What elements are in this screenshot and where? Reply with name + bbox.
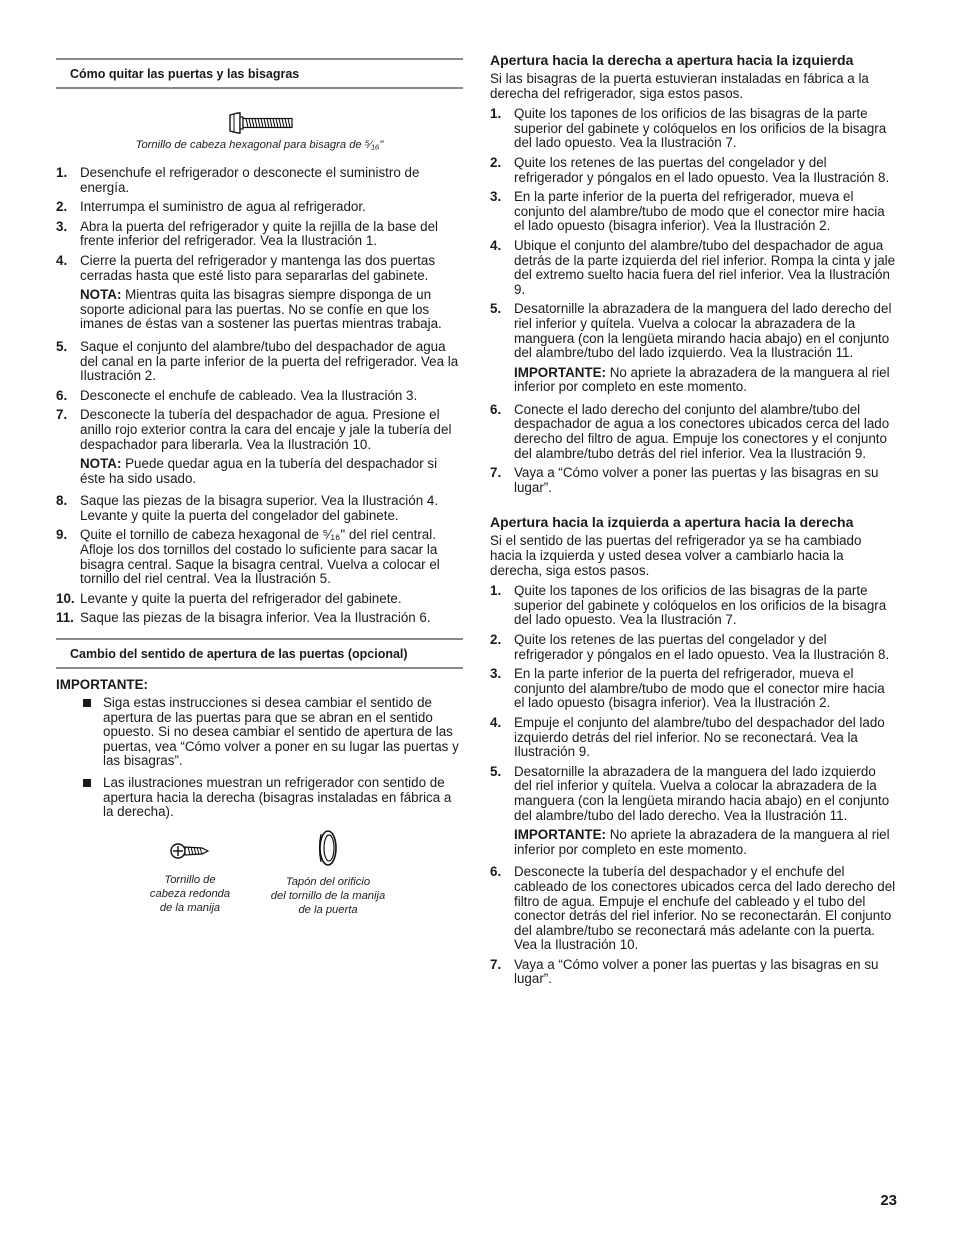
list-item: 1. Quite los tapones de los orificios de las bisagras de la parte superior del gabinete y colóquelos en los orificios de la bisagra del lado opuesto. Vea la Ilustración 7. [490,106,887,151]
hex-bolt-illustration [56,111,463,135]
list-item: 5. Desatornille la abrazadera de la manguera del lado derecho del riel inferior y quítela. Vuelva a colocar la abrazadera de la manguera (con la lengüeta mirando hacia abajo) en el conjunto del alambre/tubo del lado izquierdo. Vea la Ilustración 11. IMPORTANTE: No apriete la abrazadera de la manguera al riel inferior por completo en este momento. [490,302,896,395]
note: IMPORTANTE: No apriete la abrazadera de la manguera al riel inferior por completo en este momento. [514,827,890,857]
list-item: 4. Cierre la puerta del refrigerador y mantenga las dos puertas cerradas hasta que esté listo para separarlas del gabinete. NOTA: Mientras quita las bisagras siempre disponga de un soporte adicional para las puertas. No se confíe en que los imanes de éstas van a sostener las puertas mientras trabaja. [56,254,463,332]
important-bullets [56,696,463,820]
hole-plug-caption: Tapón del orificio del tornillo de la manija de la puerta [270,875,386,916]
list-item: 11. Saque las piezas de la bisagra inferior. Vea la Ilustración 6. [56,610,431,626]
note: IMPORTANTE: No apriete la abrazadera de la manguera al riel inferior por completo en este momento. [514,364,890,395]
list-item: 6. Desconecte el enchufe de cableado. Vea la Ilustración 3. [56,387,418,403]
list-item: 7. Vaya a “Cómo volver a poner las puertas y las bisagras en su lugar”. [490,956,879,987]
list-item: 6. Conecte el lado derecho del conjunto del alambre/tubo del despachador de agua a los conectores ubicados cerca del lado derecho del filtro de agua. Empuje los conectores y el conjunto del alambre/tubo detrás del riel inferior. Vea la Ilustración 9. [490,401,890,461]
list-item: 4. Empuje el conjunto del alambre/tubo del despachador del lado izquierdo detrás del riel inferior. No se reconectará. Vea la Ilustración 9. [490,714,885,760]
list-item: 2. Interrumpa el suministro de agua al refrigerador. [56,199,366,215]
hex-bolt-caption: Tornillo de cabeza hexagonal para bisagra de ⁵⁄₁₆" [135,139,384,151]
section-heading-remove-doors: Cómo quitar las puertas y las bisagras [56,58,463,89]
round-head-screw-icon [170,838,210,864]
hole-plug-icon [316,828,340,868]
hex-bolt-icon [226,111,294,135]
subheading-right-to-left: Apertura hacia la derecha a apertura hacia la izquierda [490,52,854,68]
list-item: 9. Quite el tornillo de cabeza hexagonal de ⁵⁄₁₆" del riel central. Afloje los dos tornillos del costado lo suficiente para sacar la bisagra central. Saque la bisagra central. Vuelva a colocar el tornillo del riel central. Vea la Ilustración 5. [56,527,440,587]
list-item: 3. Abra la puerta del refrigerador y quite la rejilla de la base del frente inferior del refrigerador. Vea la Ilustración 1. [56,218,439,249]
list-item: 4. Ubique el conjunto del alambre/tubo del despachador de agua detrás de la parte izquierda del riel inferior. Rompa la cinta y jale del extremo suelto hacia fuera del riel inferior. Vea la Ilustración 9. [490,237,896,297]
hole-plug-figure [252,828,404,917]
round-head-screw-figure [120,838,260,915]
list-item: 7. Vaya a “Cómo volver a poner las puertas y las bisagras en su lugar”. [490,465,879,495]
list-item: 3. En la parte inferior de la puerta del refrigerador, mueva el conjunto del alambre/tubo de modo que el conector mire hacia el lado opuesto (bisagra inferior). Vea la Ilustración 2. [490,189,885,234]
list-item: 8. Saque las piezas de la bisagra superior. Vea la Ilustración 4. Levante y quite la puerta del congelador del gabinete. [56,493,439,523]
round-head-screw-caption: Tornillo de cabeza redonda de la manija [149,873,231,914]
list-item: 5. Desatornille la abrazadera de la manguera del lado izquierdo del riel inferior y quítela. Vuelva a colocar la abrazadera de la manguera (con la lengüeta mirando hacia abajo) en el conjunto del alambre/tubo del lado derecho. Vea la Ilustración 11. IMPORTANTE: No apriete la abrazadera de la manguera al riel inferior por completo en este momento. [490,765,896,858]
list-item: 10. Levante y quite la puerta del refrigerador del gabinete. [56,590,402,606]
right-to-left-steps [490,107,896,495]
note: NOTA: Mientras quita las bisagras siempre disponga de un soporte adicional para las puertas. No se confíe en que los imanes de éstas van a sostener las puertas mientras trabaja. [80,287,442,332]
list-item: 5. Saque el conjunto del alambre/tubo del despachador de agua del canal en la parte inferior de la puerta del refrigerador. Vea la Ilustración 2. [56,338,459,384]
list-item: 2. Quite los retenes de las puertas del congelador y del refrigerador y póngalos en el lado opuesto. Vea la Ilustración 8. [490,154,890,185]
page-number: 23 [880,1192,897,1209]
list-item: Siga estas instrucciones si desea cambiar el sentido de apertura de las puertas para que se abran en el sentido opuesto. Si no desea cambiar el sentido de apertura de las puertas, vea “Cómo volver a poner en su lugar las puertas y las bisagras”. [56,696,463,769]
list-item: 2. Quite los retenes de las puertas del congelador y del refrigerador y póngalos en el lado opuesto. Vea la Ilustración 8. [490,632,890,662]
list-item: 6. Desconecte la tubería del despachador y el enchufe del cableado de los conectores ubicados cerca del lado derecho del filtro de agua. Empuje el enchufe del cableado y el tubo del conector detrás del riel inferior. No se reconectarán. El conjunto del alambre/tubo se reconectará más adelante con la puerta. Vea la Ilustración 10. [490,864,896,953]
intro-right-to-left: Si las bisagras de la puerta estuvieran instaladas en fábrica a la derecha del refrigerador, siga estos pasos. [490,71,869,101]
list-item: Las ilustraciones muestran un refrigerador con sentido de apertura hacia la derecha (bisagras instaladas en fábrica a la derecha). [56,776,463,820]
left-column [56,0,463,938]
note: NOTA: Puede quedar agua en la tubería del despachador si éste ha sido usado. [80,456,438,486]
hardware-illustrations [56,828,463,938]
bullet-square-icon [83,699,91,707]
remove-doors-steps [56,166,463,626]
list-item: 7. Desconecte la tubería del despachador de agua. Presione el anillo rojo exterior contra la cara del encaje y jale la tubería del despachador para liberarla. Vea la Ilustración 10. NOTA: Puede quedar agua en la tubería del despachador si éste ha sido usado. [56,408,463,486]
list-item: 3. En la parte inferior de la puerta del refrigerador, mueva el conjunto del alambre/tubo de modo que el conector mire hacia el lado opuesto (bisagra inferior). Vea la Ilustración 2. [490,666,885,711]
bullet-square-icon [83,779,91,787]
list-item: 1. Desenchufe el refrigerador o desconecte el suministro de energía. [56,165,420,195]
list-item: 1. Quite los tapones de los orificios de las bisagras de la parte superior del gabinete y colóquelos en los orificios de la bisagra del lado opuesto. Vea la Ilustración 7. [490,583,887,628]
left-to-right-steps [490,584,896,987]
intro-left-to-right: Si el sentido de las puertas del refrigerador ya se ha cambiado hacia la izquierda y usted desea volver a cambiarlo hacia la derecha, siga estos pasos. [490,533,862,578]
important-label: IMPORTANTE: [56,677,148,693]
right-column [490,0,896,992]
subheading-left-to-right: Apertura hacia la izquierda a apertura hacia la derecha [490,514,854,531]
section-heading-reverse-doors: Cambio del sentido de apertura de las puertas (opcional) [56,638,463,669]
